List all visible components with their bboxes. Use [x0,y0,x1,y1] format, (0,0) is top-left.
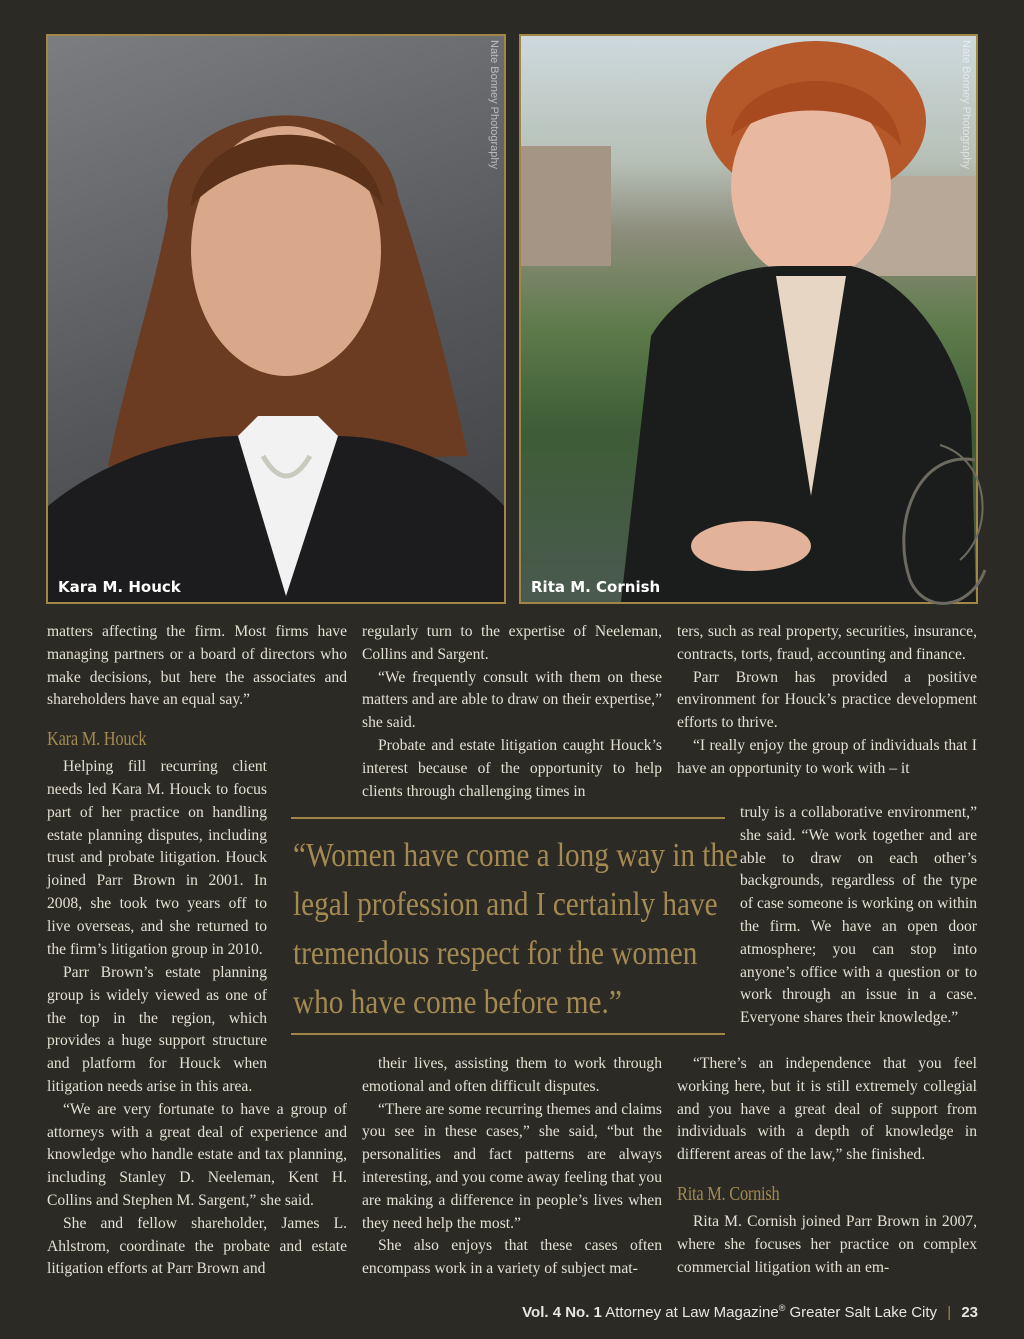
photo-caption: Rita M. Cornish [531,578,661,596]
paragraph: She also enjoys that these cases often encompass work in a variety of subject mat- [362,1237,662,1278]
magazine-name: Attorney at Law Magazine [605,1304,779,1321]
paragraph: “We frequently consult with them on these matters and are able to draw on their expertise,” she said. [362,668,662,732]
paragraph: Rita M. Cornish joined Parr Brown in 2007, where she focuses her practice on complex commercial litigation with an em- [677,1212,977,1276]
photo-credit: Nate Bonney Photography [960,40,972,170]
paragraph: Parr Brown’s estate planning group is widely viewed as one of the top in the region, which provides a huge support structure and platform for Houck when litigation needs arise in this area. [47,964,267,1095]
photo-credit: Nate Bonney Photography [488,40,500,170]
photo-caption: Kara M. Houck [58,578,181,596]
pull-quote-line: legal profession and I certainly have [293,886,718,923]
section-heading-rita-cornish: Rita M. Cornish [677,1182,780,1205]
paragraph: regularly turn to the expertise of Neeleman, Collins and Sargent. [362,623,662,663]
registered-mark: ® [778,1303,786,1313]
wrapped-text-block [47,756,267,961]
paragraph: their lives, assisting them to work through emotional and often difficult disputes. [362,1055,662,1095]
section-heading-kara-houck: Kara M. Houck [47,728,147,751]
paragraph: “There’s an independence that you feel working here, but it is still extremely collegial and you have a great deal of support from individuals with a depth of knowledge in different areas of the law,” she finished. [677,1055,977,1164]
pull-quote-line: who have come before me.” [293,984,622,1021]
paragraph: Probate and estate litigation caught Houck’s interest because of the opportunity to help clients through challenging times in [362,736,662,800]
pull-quote-line: tremendous respect for the women [293,935,698,972]
paragraph: Helping fill recurring client needs led Kara M. Houck to focus part of her practice on handling estate planning disputes, including trust and probate litigation. Houck joined Parr Brown in 2001. In 2008, she took two years off to live overseas, and she returned to the firm’s litigation group in 2010. [47,758,267,958]
paragraph: matters affecting the firm. Most firms have managing partners or a board of directors who make decisions, but here the associates and shareholders have an equal say.” [47,623,347,709]
article-column-2-continued [362,1053,662,1281]
city-name: Greater Salt Lake City [789,1304,938,1321]
page-number: 23 [961,1304,978,1321]
article-column-3 [677,621,977,781]
paragraph: “There are some recurring themes and claims you see in these cases,” she said, “but the personalities and fact patterns are always interesting, and you come away feeling that you are making a difference in people’s lives when they need help the most.” [362,1100,662,1232]
article-column-2 [362,621,662,803]
page-footer [522,1303,978,1321]
paragraph: truly is a collaborative environment,” she said. “We work together and are able to draw on each other’s backgrounds, regardless of the type of case someone is working on within the firm. We have an open door atmosphere; you can stop into anyone’s office with a question or to work through an issue in a case. Everyone shares their knowledge.” [740,804,977,1027]
paragraph: She and fellow shareholder, James L. Ahlstrom, coordinate the probate and estate litigation efforts at Parr Brown and [47,1214,347,1278]
paragraph: ters, such as real property, securities, insurance, contracts, torts, fraud, accounting and finance. [677,623,977,663]
footer-divider: | [947,1304,952,1321]
article-column-3-wrapped [740,802,977,1030]
pull-quote-line: “Women have come a long way in the [293,837,739,874]
paragraph: “I really enjoy the group of individuals that I have an opportunity to work with – it [677,736,977,777]
issue-label: Vol. 4 No. 1 [522,1304,602,1321]
photo-kara-houck [46,34,506,604]
pull-quote [291,817,739,1035]
decorative-flourish-icon [880,440,1000,620]
paragraph: Parr Brown has provided a positive environment for Houck’s practice development efforts to thrive. [677,668,977,732]
paragraph: “We are very fortunate to have a group of attorneys with a great deal of experience and knowledge who handle estate and tax planning, including Stanley D. Neeleman, Kent H. Collins and Stephen M. Sargent,” she said. [47,1100,347,1209]
wrapped-text-block [47,962,267,1099]
article-column-3-continued [677,1053,977,1279]
portrait-illustration [48,36,504,602]
